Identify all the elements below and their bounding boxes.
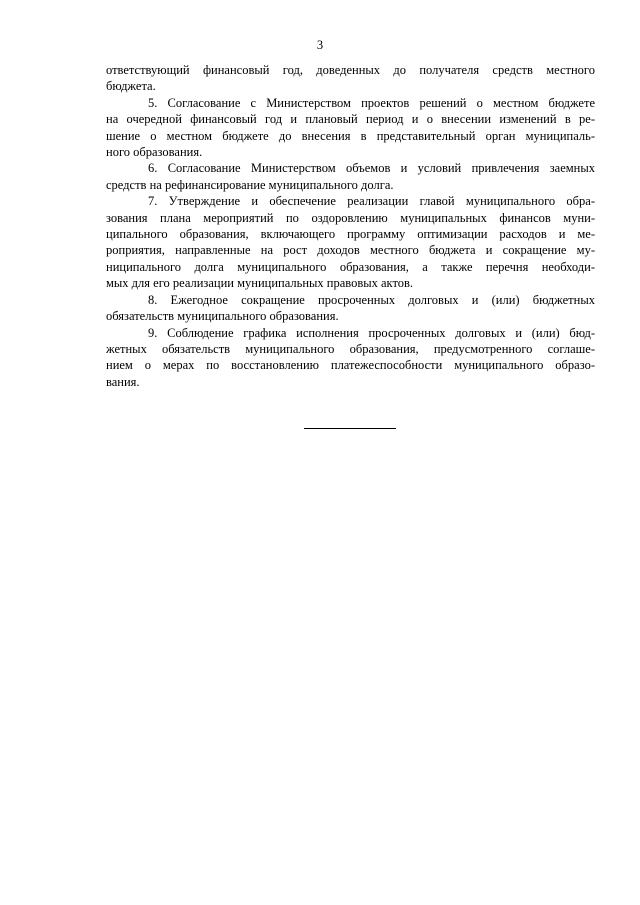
text-line: бюджета.: [106, 79, 156, 94]
text-line: ответствующий финансовый год, доведенных до получателя средств местного: [106, 63, 595, 77]
text-line: ниципального долга муниципального образования, а также перечня необходи-: [106, 259, 595, 274]
text-line: роприятия, направленные на рост доходов местного бюджета и сокращение му-: [106, 243, 595, 258]
paragraph-9-first-line: 9. Соблюдение графика исполнения просроченных долговых и (или) бюд-: [148, 325, 595, 340]
page-number: 3: [316, 38, 324, 52]
text-line: зования плана мероприятий по оздоровлению муниципальных финансов муни-: [106, 210, 595, 225]
text-line: вания.: [106, 374, 140, 389]
text-line: шение о местном бюджете до внесения в представительный орган муниципаль-: [106, 128, 595, 143]
paragraph-8-first-line: 8. Ежегодное сокращение просроченных долговых и (или) бюджетных: [148, 292, 595, 307]
paragraph-7-first-line: 7. Утверждение и обеспечение реализации главой муниципального обра-: [148, 194, 595, 209]
text-line: ного образования.: [106, 145, 203, 160]
paragraph-6-first-line: 6. Согласование Министерством объемов и условий привлечения заемных: [148, 161, 595, 176]
text-line: на очередной финансовый год и плановый период и о внесении изменений в ре-: [106, 112, 595, 127]
document-body: [106, 62, 595, 390]
text-line: нием о мерах по восстановлению платежеспособности муниципального образо-: [106, 358, 595, 373]
text-line: мых для его реализации муниципальных правовых актов.: [106, 276, 414, 291]
paragraph-5-first-line: 5. Согласование с Министерством проектов решений о местном бюджете: [148, 95, 595, 110]
end-separator-line: [304, 428, 396, 429]
text-line: средств на рефинансирование муниципального долга.: [106, 177, 394, 192]
text-line: обязательств муниципального образования.: [106, 309, 339, 324]
text-line: ципального образования, включающего программу оптимизации расходов и ме-: [106, 227, 595, 242]
text-line: жетных обязательств муниципального образования, предусмотренного соглаше-: [106, 341, 595, 356]
